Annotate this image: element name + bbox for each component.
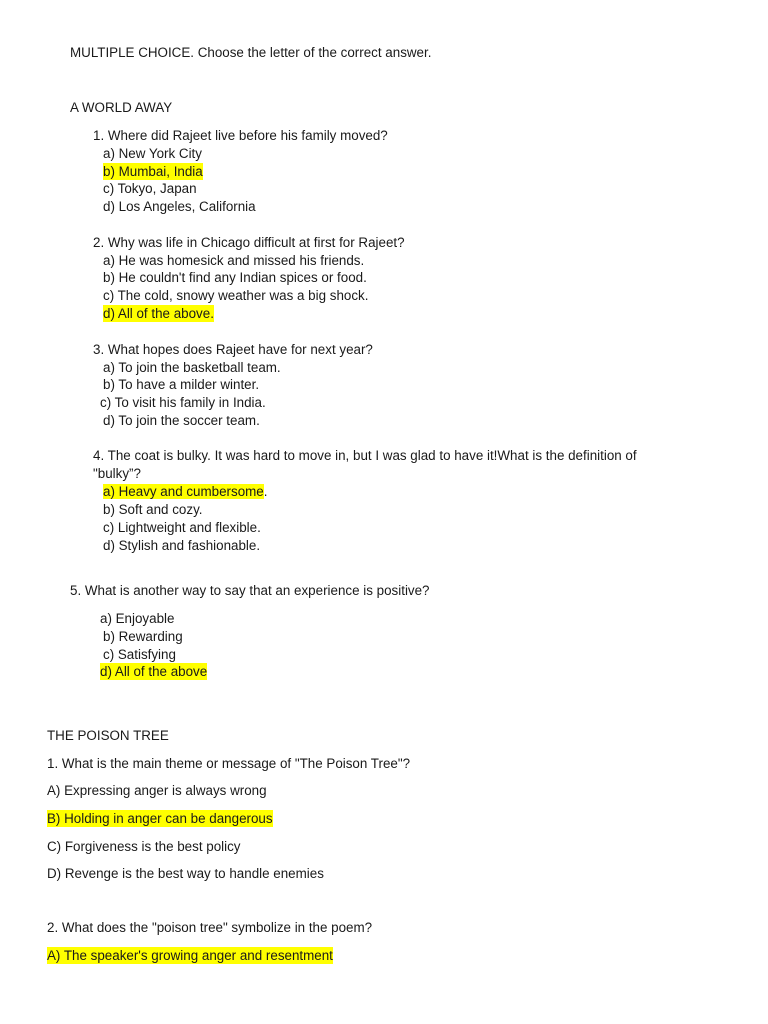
option-text-correct: B) Holding in anger can be dangerous (47, 811, 273, 826)
option-text: D) Revenge is the best way to handle enemies (47, 866, 324, 881)
option-text: b) Soft and cozy. (103, 502, 203, 517)
option-text: c) Satisfying (103, 647, 176, 662)
option-text-correct: d) All of the above. (103, 306, 214, 321)
option-text: a) He was homesick and missed his friends. (103, 253, 365, 268)
section-title-a-world-away: A WORLD AWAY (70, 100, 173, 115)
option-period: . (263, 484, 268, 499)
option-text: c) Tokyo, Japan (103, 181, 197, 196)
option-text: c) To visit his family in India. (100, 395, 266, 410)
option-text: d) Stylish and fashionable. (103, 538, 261, 553)
option-row-correct (103, 483, 268, 500)
option-text: c) The cold, snowy weather was a big shock. (103, 288, 369, 303)
option-text-correct: d) All of the above (100, 664, 208, 679)
option-text: d) To join the soccer team. (103, 413, 260, 428)
option-text: b) To have a milder winter. (103, 377, 260, 392)
option-text: b) Rewarding (103, 629, 183, 644)
question-1: 1. Where did Rajeet live before his family moved? (93, 128, 388, 143)
instructions: MULTIPLE CHOICE. Choose the letter of the correct answer. (70, 45, 432, 60)
option-text-correct: a) Heavy and cumbersome (103, 484, 264, 499)
option-text: C) Forgiveness is the best policy (47, 839, 241, 854)
question-1: 1. What is the main theme or message of "The Poison Tree"? (47, 756, 411, 771)
option-text-correct: A) The speaker's growing anger and resentment (47, 948, 333, 963)
question-4-line-1: 4. The coat is bulky. It was hard to move in, but I was glad to have it!What is the definition of (93, 448, 637, 463)
question-3: 3. What hopes does Rajeet have for next year? (93, 342, 373, 357)
option-text-correct: b) Mumbai, India (103, 164, 203, 179)
option-text: A) Expressing anger is always wrong (47, 783, 267, 798)
option-text: b) He couldn't find any Indian spices or food. (103, 270, 367, 285)
section-title-the-poison-tree: THE POISON TREE (47, 728, 169, 743)
question-2: 2. What does the "poison tree" symbolize in the poem? (47, 920, 373, 935)
option-text: d) Los Angeles, California (103, 199, 256, 214)
question-4-line-2: "bulky”? (93, 466, 141, 481)
option-text: a) New York City (103, 146, 202, 161)
question-5: 5. What is another way to say that an experience is positive? (70, 583, 430, 598)
question-2: 2. Why was life in Chicago difficult at first for Rajeet? (93, 235, 405, 250)
option-text: a) To join the basketball team. (103, 360, 281, 375)
option-text: c) Lightweight and flexible. (103, 520, 261, 535)
option-text: a) Enjoyable (100, 611, 175, 626)
